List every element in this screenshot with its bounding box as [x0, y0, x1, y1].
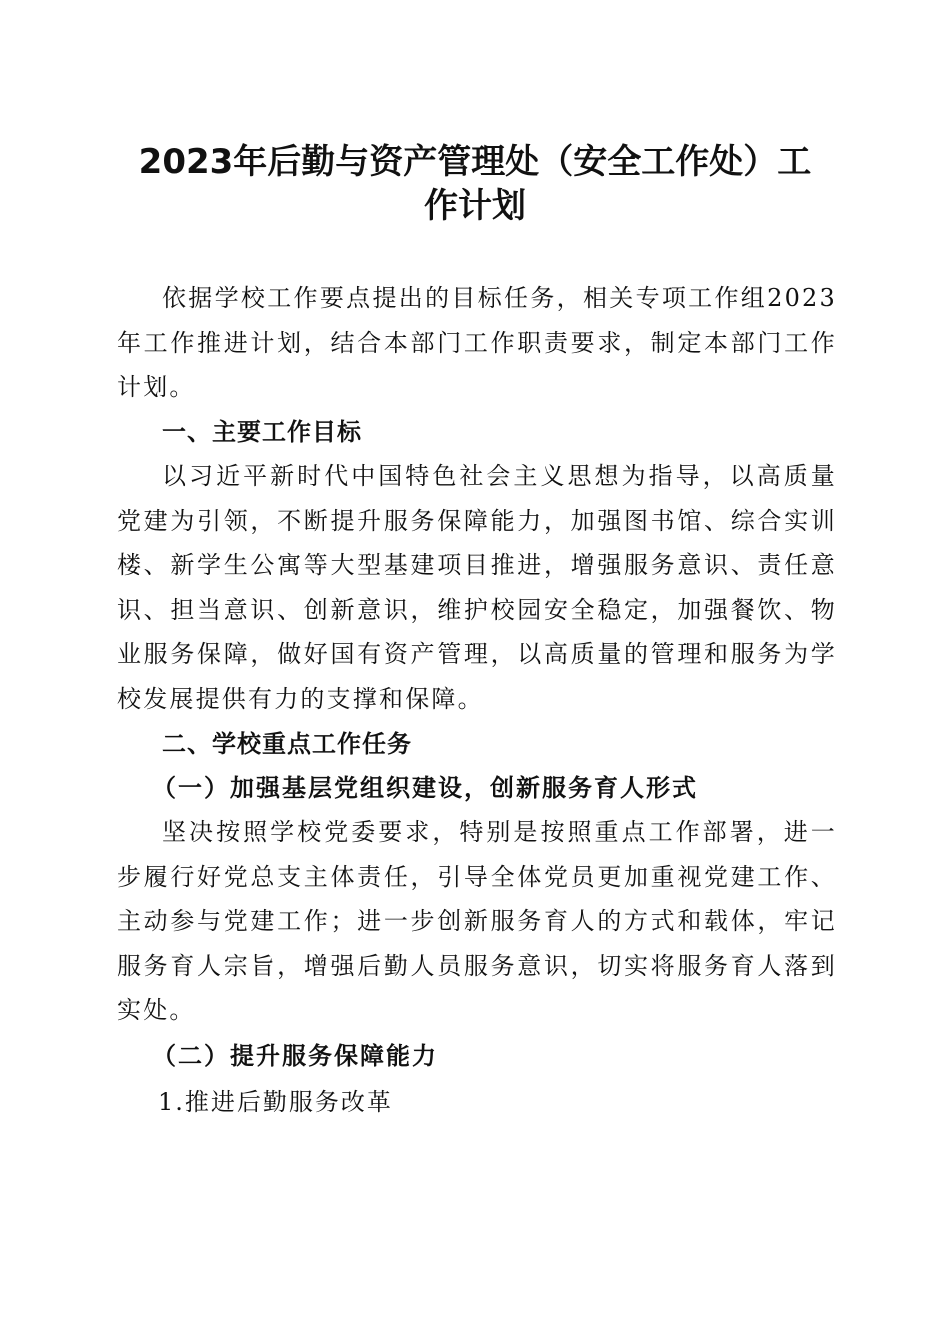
intro-paragraph: 依据学校工作要点提出的目标任务，相关专项工作组2023年工作推进计划，结合本部门工作职责要求，制定本部门工作计划。: [117, 284, 837, 401]
section-2-heading: 二、学校重点工作任务: [162, 730, 412, 758]
subsection-2-heading: （二）提升服务保障能力: [152, 1041, 438, 1070]
subsection-1-body: 坚决按照学校党委要求，特别是按照重点工作部署，进一步履行好党总支主体责任，引导全体党员更加重视党建工作、主动参与党建工作；进一步创新服务育人的方式和载体，牢记服务育人宗旨，增强后勤人员服务意识，切实将服务育人落到实处。: [117, 818, 837, 1024]
document-title-line-2: 作计划: [424, 186, 526, 226]
document-title-line-1: 2023年后勤与资产管理处（安全工作处）工: [138, 142, 812, 182]
subsection-1-heading: （一）加强基层党组织建设，创新服务育人形式: [152, 773, 698, 802]
section-1-heading: 一、主要工作目标: [162, 418, 362, 446]
list-item-1: 1.推进后勤服务改革: [158, 1088, 393, 1116]
section-1-body: 以习近平新时代中国特色社会主义思想为指导，以高质量党建为引领，不断提升服务保障能力，加强图书馆、综合实训楼、新学生公寓等大型基建项目推进，增强服务意识、责任意识、担当意识、创新意识，维护校园安全稳定，加强餐饮、物业服务保障，做好国有资产管理，以高质量的管理和服务为学校发展提供有力的支撑和保障。: [117, 462, 837, 713]
